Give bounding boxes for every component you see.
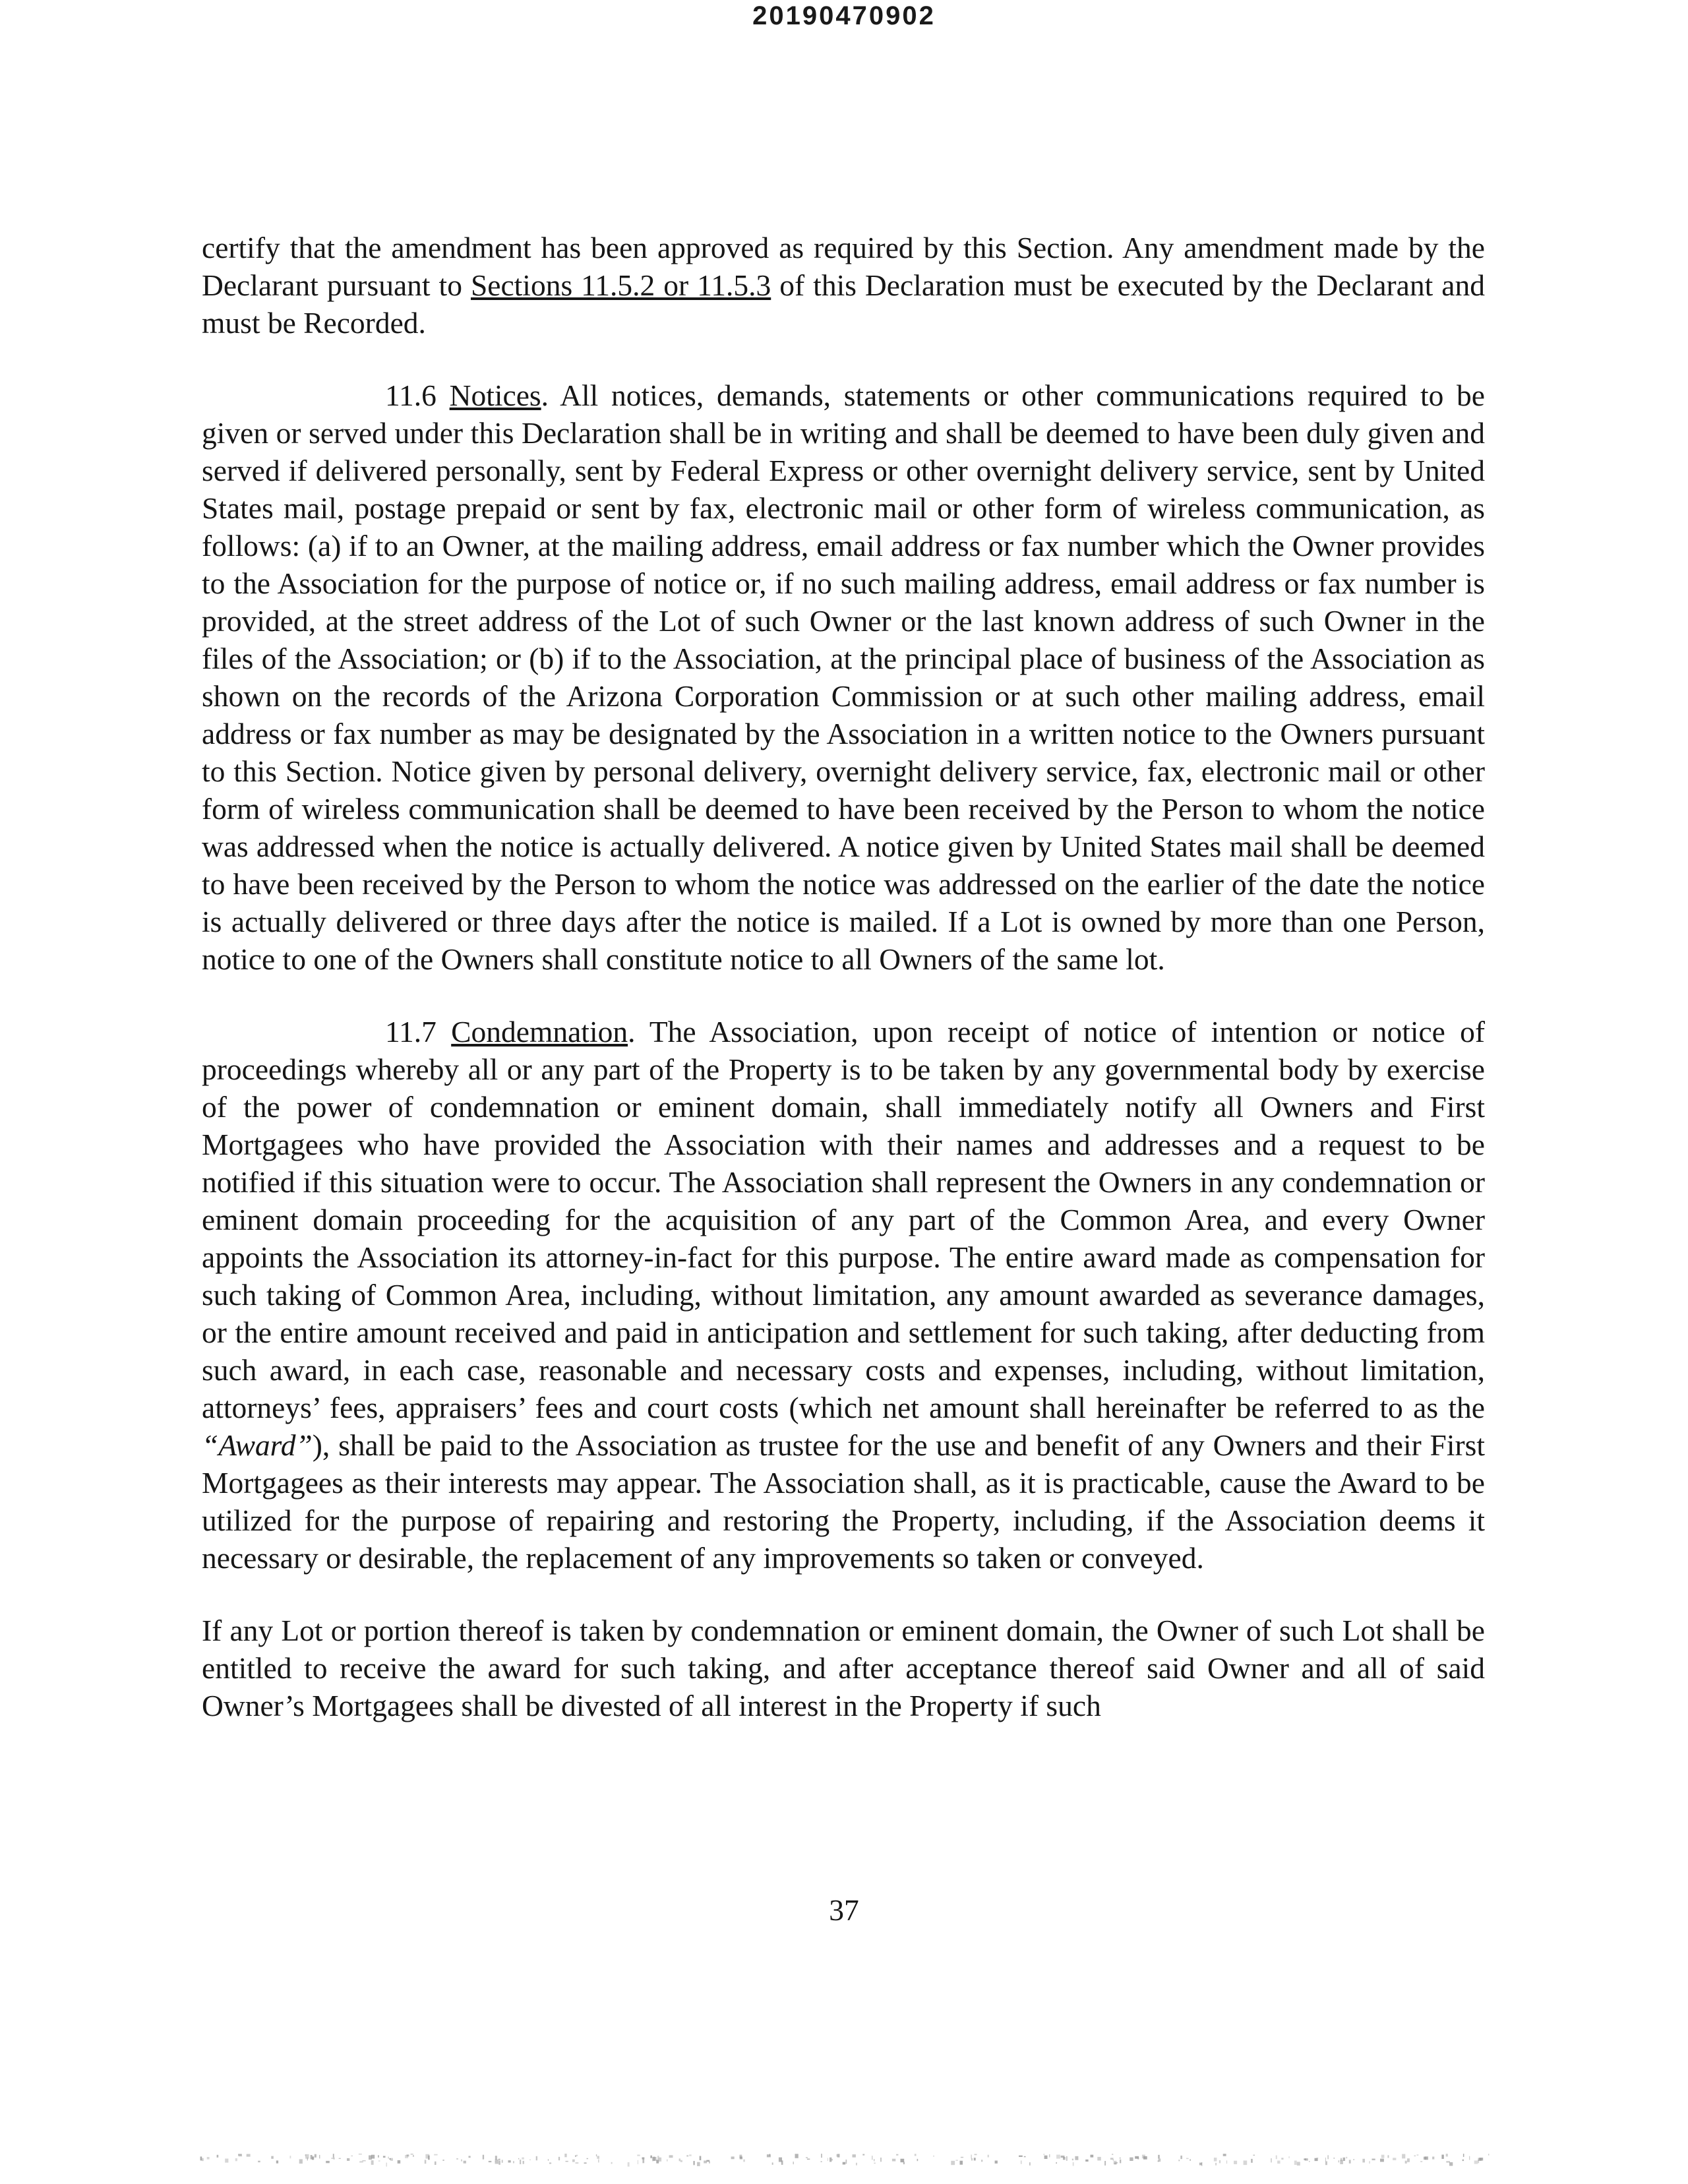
paragraph xyxy=(202,1013,1485,1577)
paragraph-text: 11.7 xyxy=(385,1015,452,1048)
paragraph-text: . The Association, upon receipt of notice of intention or notice of proceedings whereby all or any part of the Property is to be taken by any governmental body by exercise of the power of condemnation or eminent domain, shall immediately notify all Owners and First Mortgagees who have provided the Association with their names and addresses and a request to be notified if this situation were to occur. The Association shall represent the Owners in any condemnation or eminent domain proceeding for the acquisition of any part of the Common Area, and every Owner appoints the Association its attorney-in-fact for this purpose. The entire award made as compensation for such taking of Common Area, including, without limitation, any amount awarded as severance damages, or the entire amount received and paid in anticipation and settlement for such taking, after deducting from such award, in each case, reasonable and necessary costs and expenses, including, without limitation, attorneys’ fees, appraisers’ fees and court costs (which net amount shall hereinafter be referred to as the xyxy=(202,1015,1486,1424)
paragraph-text: 11.6 xyxy=(385,379,450,412)
recording-number: 20190470902 xyxy=(752,1,936,30)
paragraph xyxy=(202,377,1485,978)
underlined-reference: Sections 11.5.2 or 11.5.3 xyxy=(470,268,771,302)
paragraph-text: . All notices, demands, statements or other communications required to be given or served under this Declaration shall be in writing and shall be deemed to have been duly given and served if delivered personally, sent by Federal Express or other overnight delivery service, sent by United States mail, postage prepaid or sent by fax, electronic mail or other form of wireless communication, as follows: (a) if to an Owner, at the mailing address, email address or fax number which the Owner provides to the Association for the purpose of notice or, if no such mailing address, email address or fax number is provided, at the street address of the Lot of such Owner or the last known address of such Owner in the files of the Association; or (b) if to the Association, at the principal place of business of the Association as shown on the records of the Arizona Corporation Commission or at such other mailing address, email address or fax number as may be designated by the Association in a written notice to the Owners pursuant to this Section. Notice given by personal delivery, overnight delivery service, fax, electronic mail or other form of wireless communication shall be deemed to have been received by the Person to whom the notice was addressed when the notice is actually delivered. A notice given by United States mail shall be deemed to have been received by the Person to whom the notice was addressed on the earlier of the date the notice is actually delivered or three days after the notice is mailed. If a Lot is owned by more than one Person, notice to one of the Owners shall constitute notice to all Owners of the same lot. xyxy=(202,379,1485,976)
paragraph xyxy=(202,1612,1485,1724)
paragraph-text: of this Declaration must be executed by the Declarant and must be Recorded. xyxy=(202,268,1485,340)
document-body xyxy=(202,229,1485,1759)
underlined-reference: Notices xyxy=(449,379,541,412)
underlined-reference: Condemnation xyxy=(451,1015,628,1048)
defined-term: “Award” xyxy=(202,1428,313,1462)
page-number: 37 xyxy=(829,1893,859,1927)
scan-noise-strip xyxy=(198,2148,1490,2168)
paragraph-text: ), shall be paid to the Association as trustee for the use and benefit of any Owners and their First Mortgagees as their interests may appear. The Association shall, as it is practicable, cause the Award to be utilized for the purpose of repairing and restoring the Property, including, if the Association deems it necessary or desirable, the replacement of any improvements so taken or conveyed. xyxy=(202,1428,1485,1575)
paragraph-text: If any Lot or portion thereof is taken by condemnation or eminent domain, the Owner of such Lot shall be entitled to receive the award for such taking, and after acceptance thereof said Owner and all of said Owner’s Mortgagees shall be divested of all interest in the Property if such xyxy=(202,1614,1485,1722)
paragraph xyxy=(202,229,1485,342)
paragraph-text: certify that the amendment has been approved as required by this Section. Any amendment made by the Declarant pursuant to xyxy=(202,231,1485,302)
